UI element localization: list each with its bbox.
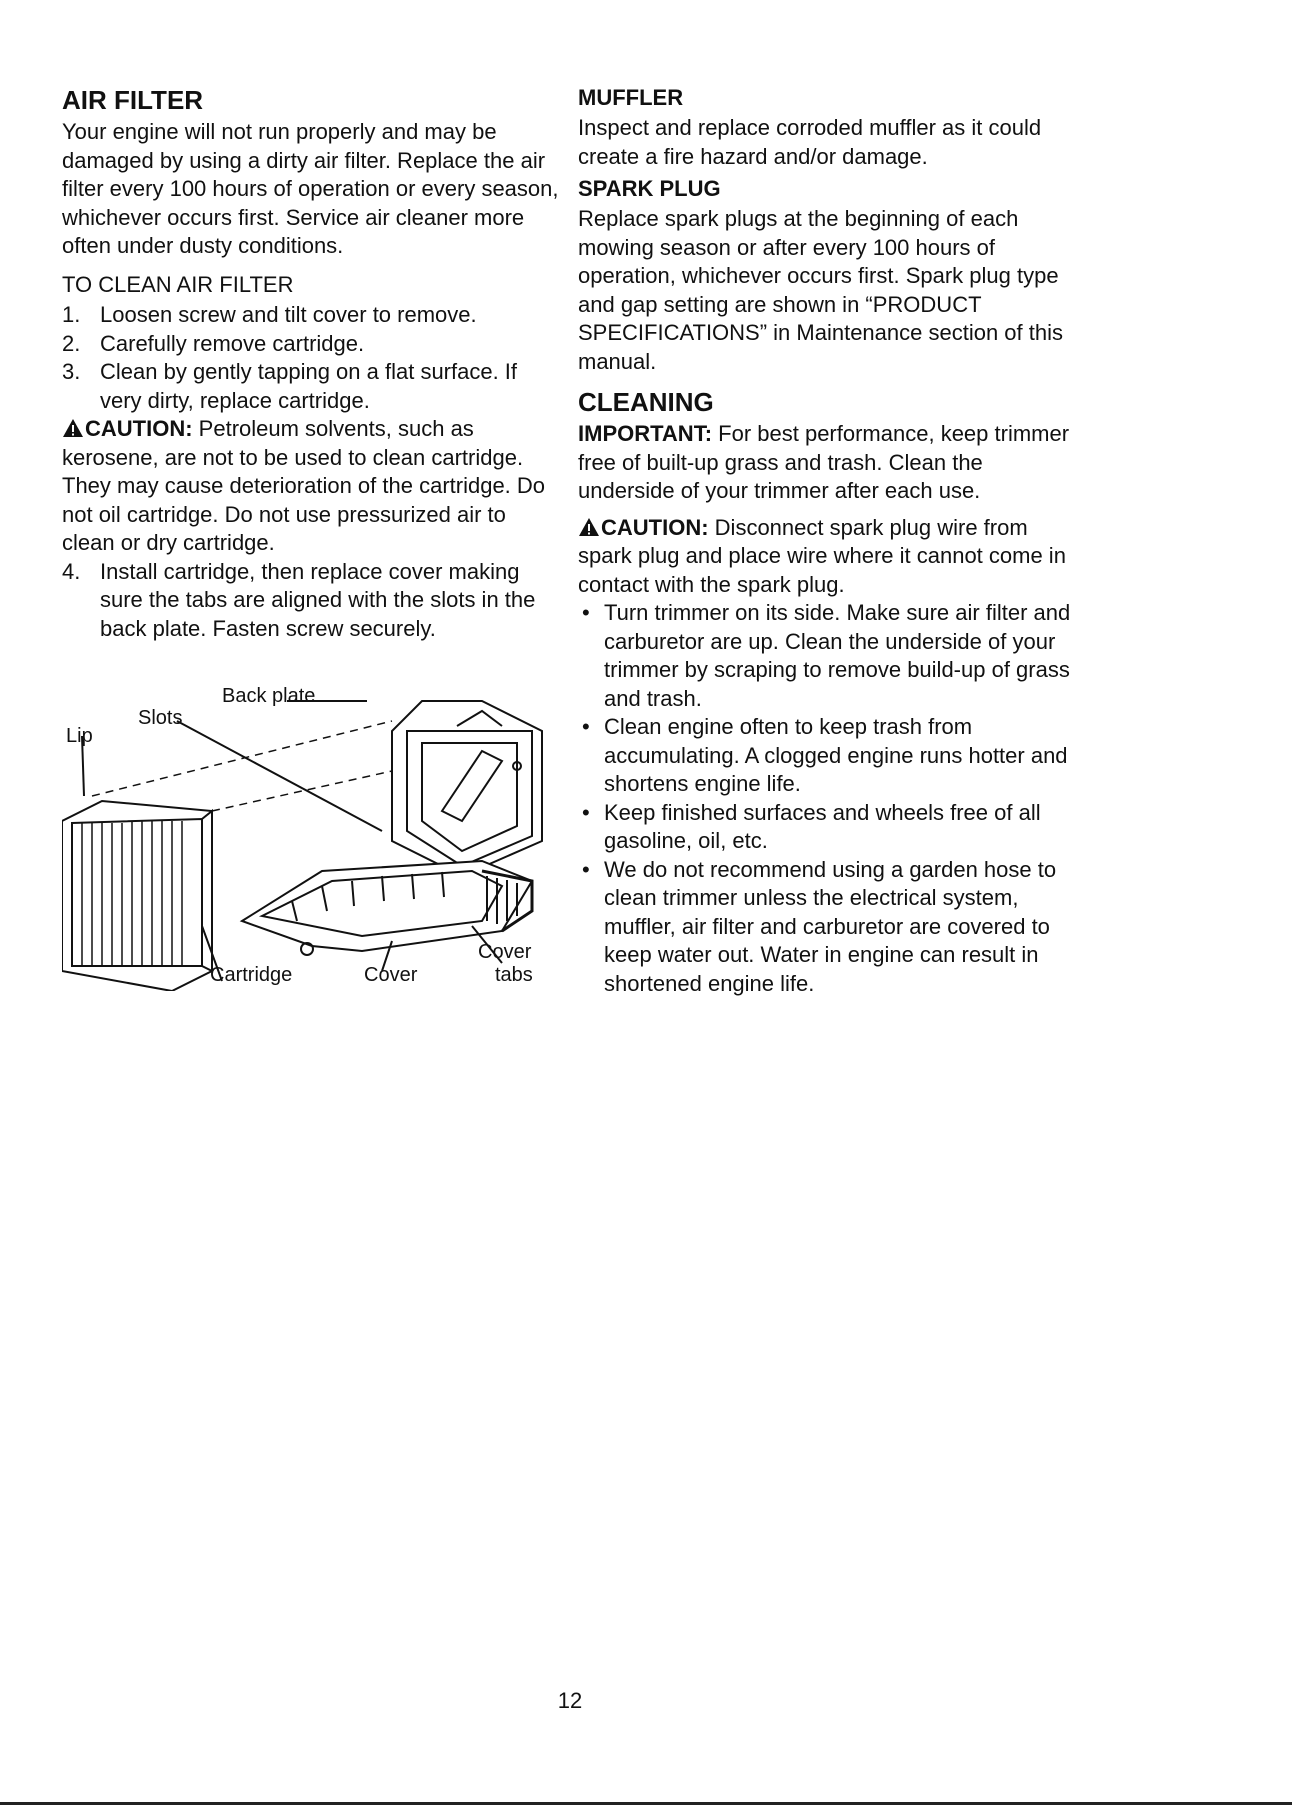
air-filter-intro: Your engine will not run properly and may be damaged by using a dirty air filter. Replace the air filter every 100 hours of operation or every season, whichever occurs first. Service air cleaner more often under dusty conditions. [62, 119, 559, 258]
left-column [62, 84, 562, 991]
list-item: • Clean engine often to keep trash from accumulating. A clogged engine runs hotter and shortens engine life. [582, 714, 1068, 796]
warning-icon [578, 517, 600, 537]
important-label: IMPORTANT: [578, 421, 713, 446]
cover-tabs-label-line1: Cover [478, 941, 532, 963]
list-item: • Turn trimmer on its side. Make sure air filter and carburetor are up. Clean the underside of your trimmer by scraping to remove build-up of grass and trash. [582, 600, 1071, 711]
air-filter-heading: AIR FILTER [62, 85, 204, 115]
warning-icon [62, 418, 84, 438]
cover-label: Cover [364, 964, 418, 986]
right-column [578, 84, 1078, 998]
muffler-text: Inspect and replace corroded muffler as it could create a fire hazard and/or damage. [578, 115, 1042, 169]
page-number: 12 [557, 1688, 583, 1713]
clean-steps-list [62, 301, 562, 415]
slots-label: Slots [138, 707, 183, 729]
list-item: 4. Install cartridge, then replace cover making sure the tabs are aligned with the slots in the back plate. Fasten screw securely. [62, 558, 536, 641]
list-item: 2. Carefully remove cartridge. [62, 330, 365, 356]
list-item: • We do not recommend using a garden hose to clean trimmer unless the electrical system, muffler, air filter and carburetor are covered to keep water out. Water in engine can result in shortened engine life. [582, 856, 1057, 996]
clean-steps-list-cont [62, 558, 562, 644]
cover-tabs-label-line2: tabs [495, 964, 533, 986]
clean-air-filter-subheading: TO CLEAN AIR FILTER [62, 271, 294, 297]
list-item: • Keep finished surfaces and wheels free of all gasoline, oil, etc. [582, 799, 1041, 853]
muffler-heading: MUFFLER [578, 85, 684, 110]
air-filter-caution [62, 415, 562, 558]
cleaning-bullets [578, 599, 1078, 998]
list-item: 3. Clean by gently tapping on a flat surface. If very dirty, replace cartridge. [62, 359, 518, 413]
spark-plug-heading: SPARK PLUG [578, 176, 721, 201]
bottom-rule [0, 1802, 1292, 1805]
cleaning-heading: CLEANING [578, 387, 714, 417]
cartridge-label: Cartridge [210, 964, 293, 986]
caution-label: CAUTION: [601, 514, 709, 540]
list-item: 1. Loosen screw and tilt cover to remove. [62, 302, 477, 327]
caution-label: CAUTION: [85, 416, 193, 441]
caution-text: Petroleum solvents, such as kerosene, are not to be used to clean cartridge. They may cause deterioration of the cartridge. Do not oil cartridge. Do not use pressurized air to clean or dry cartridge. [62, 416, 546, 555]
lip-label: Lip [66, 725, 93, 747]
caution-text: Disconnect spark plug wire from spark plug and place wire where it cannot come in contact with the spark plug. [578, 514, 1066, 597]
cleaning-caution [578, 514, 1078, 600]
spark-plug-text: Replace spark plugs at the beginning of each mowing season or after every 100 hours of operation, whichever occurs first. Spark plug type and gap setting are shown in “PRODUCT SPECIFICATIONS” in Maintenance section of this manual. [578, 206, 1063, 374]
important-text: For best performance, keep trimmer free of built-up grass and trash. Clean the underside of your trimmer after each use. [578, 421, 1070, 503]
air-filter-diagram [62, 671, 562, 991]
back-plate-label: Back plate [222, 685, 316, 707]
cleaning-important [578, 420, 1078, 506]
